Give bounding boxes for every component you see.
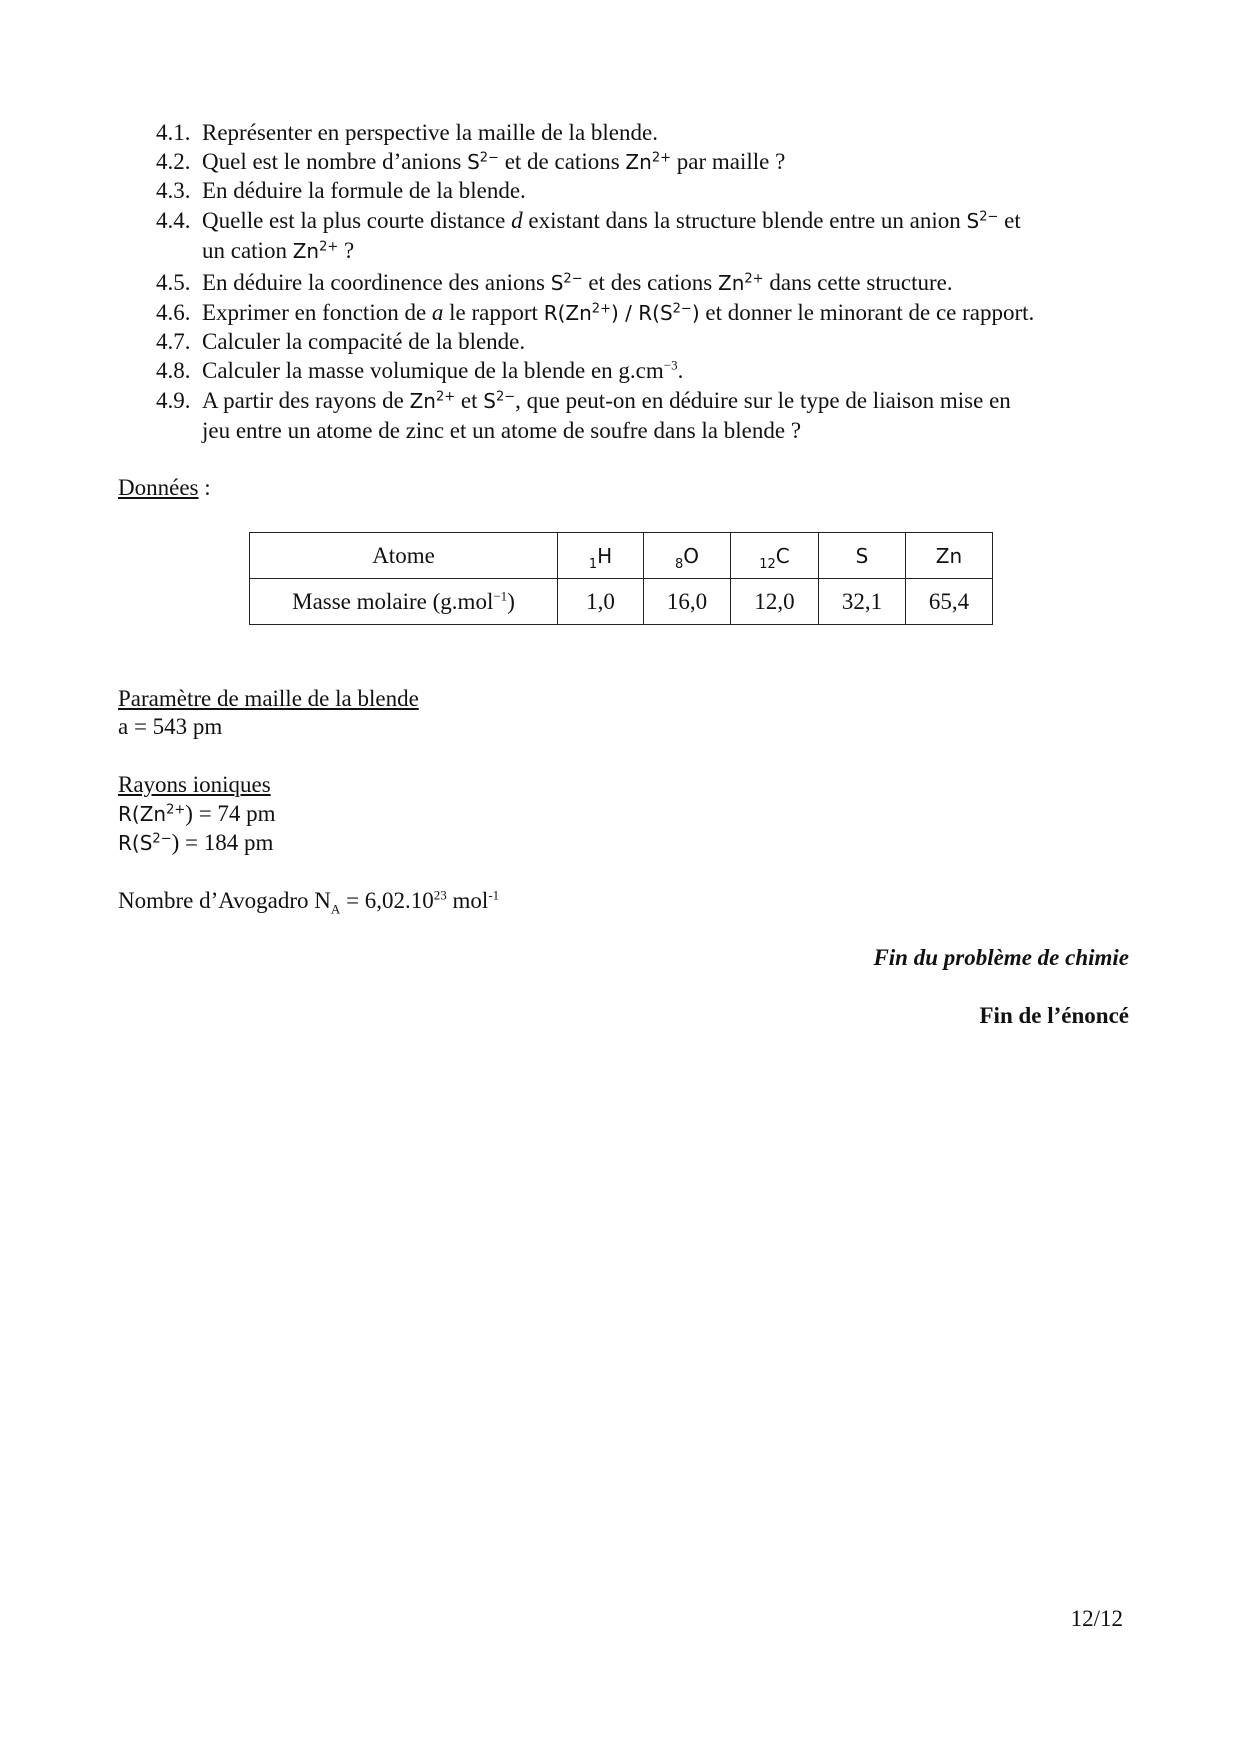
page-number: 12/12	[1070, 1606, 1123, 1631]
question-text: Quelle est la plus courte distance d existant dans la structure blende entre un anion $S^{2-}$ et un cation $Zn^{2+}$ ?	[202, 208, 1021, 263]
question-number: 4.1.	[156, 120, 191, 145]
table-cell-mass: 16,0	[644, 579, 731, 625]
table-cell-atom: $_1$H	[558, 533, 644, 579]
table-cell-mass: 12,0	[731, 579, 819, 625]
rayon-zn: $R(Zn^{2+}) = 74$ pm	[118, 801, 276, 826]
table-cell-atom: Zn	[906, 533, 993, 579]
question-number: 4.7.	[156, 329, 191, 354]
fin-chimie: Fin du problème de chimie	[873, 945, 1129, 970]
table-row	[250, 579, 993, 625]
question-text: Calculer la masse volumique de la blende en $g.cm^{-3}$.	[202, 357, 684, 383]
param-title: Paramètre de maille de la blende	[118, 686, 419, 711]
table-cell-atom: $_{12}$C	[731, 533, 819, 579]
question-text: En déduire la coordinence des anions $S^{2-}$ et des cations $Zn^{2+}$ dans cette structure.	[202, 270, 953, 295]
question-number: 4.2.	[156, 149, 191, 174]
question-text: Calculer la compacité de la blende.	[202, 329, 526, 354]
question-number: 4.3.	[156, 178, 191, 203]
table-cell-atom: S	[819, 533, 906, 579]
molar-mass-table	[249, 532, 993, 625]
table-cell-mass: 65,4	[906, 579, 993, 625]
fin-enonce: Fin de l’énoncé	[979, 1003, 1129, 1028]
rayons-title: Rayons ioniques	[118, 772, 271, 797]
param-value: a = 543 pm	[118, 714, 223, 739]
question-text: Exprimer en fonction de a le rapport $R(Zn^{2+}) / R(S^{2-})$ et donner le minorant de ce rapport.	[202, 300, 1035, 325]
avogadro-line: Nombre d’Avogadro $N_A = 6,02.10^{23}$ mol$^{-1}$	[118, 887, 500, 917]
table-row	[250, 533, 993, 579]
question-number: 4.8.	[156, 358, 191, 383]
table-cell-mass: 1,0	[558, 579, 644, 625]
question-text: A partir des rayons de $Zn^{2+}$ et $S^{2-}$, que peut-on en déduire sur le type de liaison mise en jeu entre un atome de zinc et un atome de soufre dans la blende ?	[202, 388, 1011, 443]
table-header-atom: Atome	[250, 533, 558, 579]
question-number: 4.4.	[156, 208, 191, 233]
question-number: 4.9.	[156, 388, 191, 413]
question-text: En déduire la formule de la blende.	[202, 178, 526, 203]
donnees-heading: Données :	[118, 475, 211, 500]
question-text: Représenter en perspective la maille de la blende.	[202, 120, 658, 145]
table-row-label: Masse molaire (g.mol$^{-1}$)	[250, 579, 558, 625]
table-cell-mass: 32,1	[819, 579, 906, 625]
question-number: 4.6.	[156, 300, 191, 325]
table-cell-atom: $_8$O	[644, 533, 731, 579]
rayon-s: $R(S^{2-}) = 184$ pm	[118, 830, 274, 855]
question-text: Quel est le nombre d’anions $S^{2-}$ et de cations $Zn^{2+}$ par maille ?	[202, 149, 786, 174]
question-number: 4.5.	[156, 270, 191, 295]
